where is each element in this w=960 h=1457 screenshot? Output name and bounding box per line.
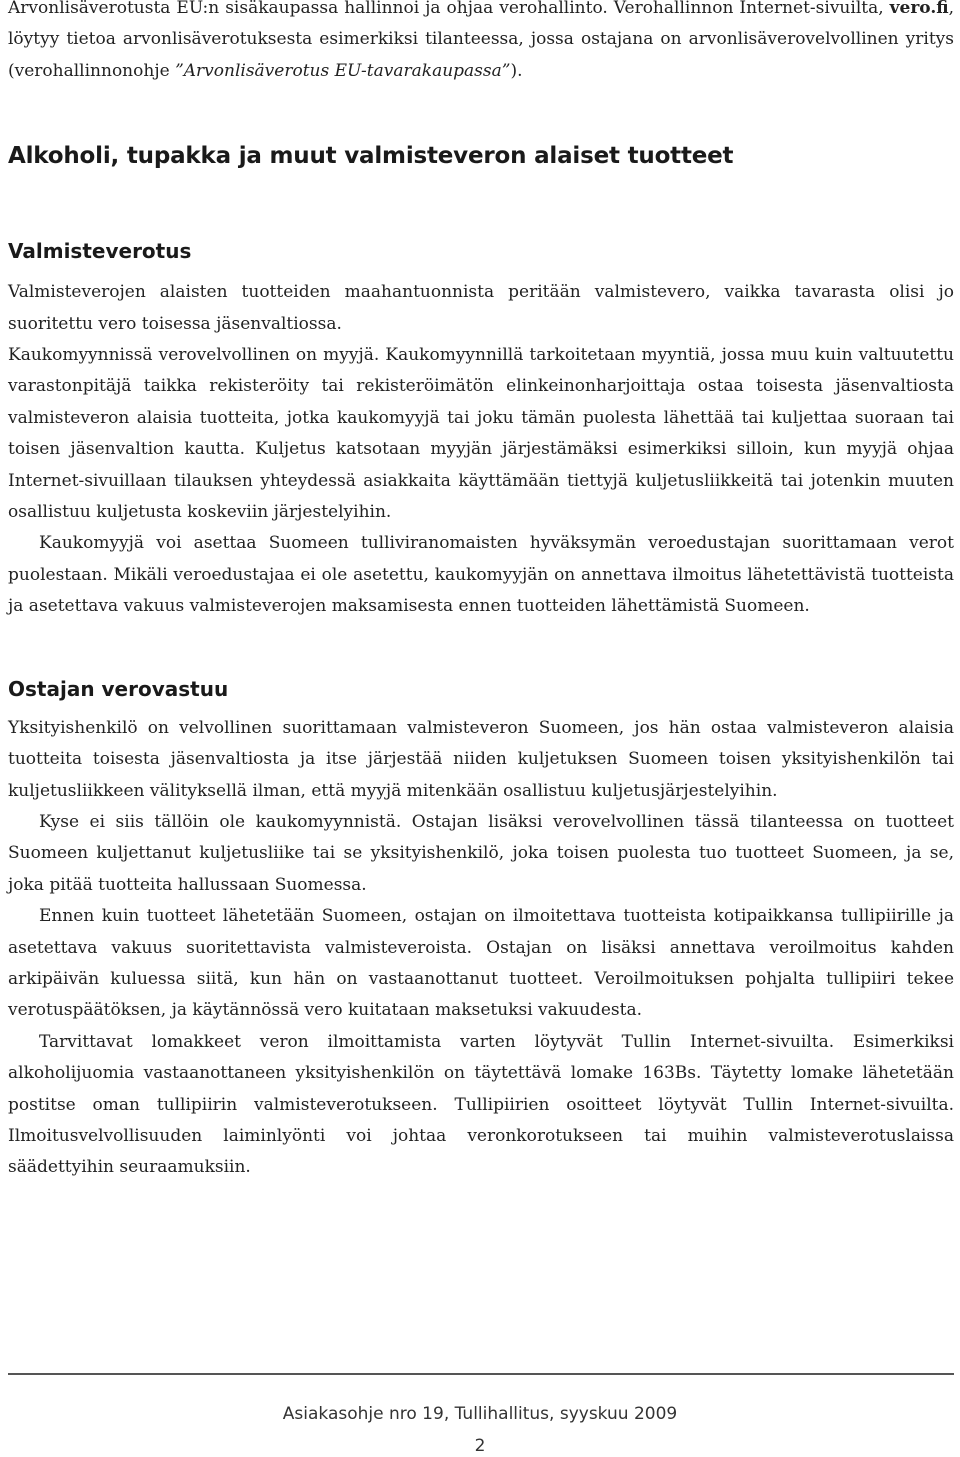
paragraph: Yksityishenkilö on velvollinen suorittamaan valmisteveron Suomeen, jos hän ostaa valmisteveron alaisia tuotteita toisesta jäsenvaltiosta ja itse järjestää niiden kuljetuksen Suomeen toisen yksityishenkilön tai kuljetusliikkeen välityksellä ilman, että myyjä mitenkään osallistuu kuljetusjärjestelyihin. — [8, 717, 954, 801]
intro-text-end: ). — [510, 60, 523, 81]
guide-title: ”Arvonlisäverotus EU-tavarakaupassa” — [175, 60, 511, 81]
paragraph: Valmisteverojen alaisten tuotteiden maahantuonnista peritään valmistevero, vaikka tavarasta olisi jo suoritettu vero toisessa jäsenvaltiossa. — [8, 282, 954, 334]
paragraph: Tarvittavat lomakkeet veron ilmoittamista varten löytyvät Tullin Internet-sivuilta. Esimerkiksi alkoholijuomia vastaanottaneen yksityishenkilön on täytettävä lomake 163Bs. Täytetty lomake lähetetään postitse oman tullipiirin valmisteverotukseen. Tullipiirien osoitteet löytyvät Tullin Internet-sivuilta. Ilmoitusvelvollisuuden laiminlyönti voi johtaa veronkorotukseen tai muihin valmisteverotuslaissa säädettyihin seuraamuksiin. — [8, 1031, 954, 1178]
section-heading-valmisteverotus: Valmisteverotus — [8, 239, 192, 264]
document-page — [8, 0, 954, 1184]
paragraph: Ennen kuin tuotteet lähetetään Suomeen, ostajan on ilmoitettava tuotteista kotipaikkansa tullipiirille ja asetettava vakuus suoritettavista valmisteveroista. Ostajan on lisäksi annettava veroilmoitus kahden arkipäivän kuluessa siitä, kun hän on vastaanottanut tuotteet. Veroilmoituksen pohjalta tullipiiri tekee verotuspäätöksen, ja käytännössä vero kuitataan maksetuksi vakuudesta. — [8, 906, 954, 1021]
page-number: 2 — [474, 1436, 486, 1456]
paragraph: Kyse ei siis tällöin ole kaukomyynnistä. Ostajan lisäksi verovelvollinen tässä tilanteessa on tuotteet Suomeen kuljettanut kuljetusliike tai se yksityishenkilö, joka toisen puolesta tuo tuotteet Suomeen, ja se, joka pitää tuotteita hallussaan Suomessa. — [8, 811, 954, 895]
footer-divider — [8, 1373, 954, 1375]
paragraph: Kaukomyynnissä verovelvollinen on myyjä. Kaukomyynnillä tarkoitetaan myyntiä, jossa muu kuin valtuutettu varastonpitäjä taikka rekisteröity tai rekisteröimätön elinkeinonharjoittaja ostaa toisesta jäsenvaltiosta valmisteveron alaisia tuotteita, jotka kaukomyyjä tai joku tämän puolesta lähettää tai kuljettaa suoraan tai toisen jäsenvaltion kautta. Kuljetus katsotaan myyjän järjestämäksi esimerkiksi silloin, kun myyjä ohjaa Internet-sivuillaan tilauksen yhteydessä asiakkaita käyttämään tiettyjä kuljetusliikkeitä tai jotenkin muuten osallistuu kuljetusta koskeviin järjestelyihin. — [8, 345, 954, 523]
intro-paragraph — [8, 0, 954, 87]
main-heading: Alkoholi, tupakka ja muut valmisteveron alaiset tuotteet — [8, 143, 734, 170]
paragraph: Kaukomyyjä voi asettaa Suomeen tulliviranomaisten hyväksymän veroedustajan suorittamaan verot puolestaan. Mikäli veroedustajaa ei ole asetettu, kaukomyyjän on annettava ilmoitus lähetettävistä tuotteista ja asetettava vakuus valmisteverojen maksamisesta ennen tuotteiden lähettämistä Suomeen. — [8, 533, 954, 617]
vero-link[interactable]: vero.fi — [889, 0, 949, 18]
section-heading-ostajan-verovastuu: Ostajan verovastuu — [8, 676, 229, 701]
intro-text-before: Arvonlisäverotusta EU:n sisäkaupassa hallinnoi ja ohjaa verohallinto. Verohallinnon Internet-sivuilta, — [8, 0, 890, 18]
intro-text-after: , löytyy tietoa arvonlisäverotuksesta esimerkiksi tilanteessa, jossa ostajana on arvonlisäverovelvollinen yritys (verohallinnonohje — [8, 0, 954, 81]
footer-publication: Asiakasohje nro 19, Tullihallitus, syyskuu 2009 — [282, 1404, 678, 1424]
